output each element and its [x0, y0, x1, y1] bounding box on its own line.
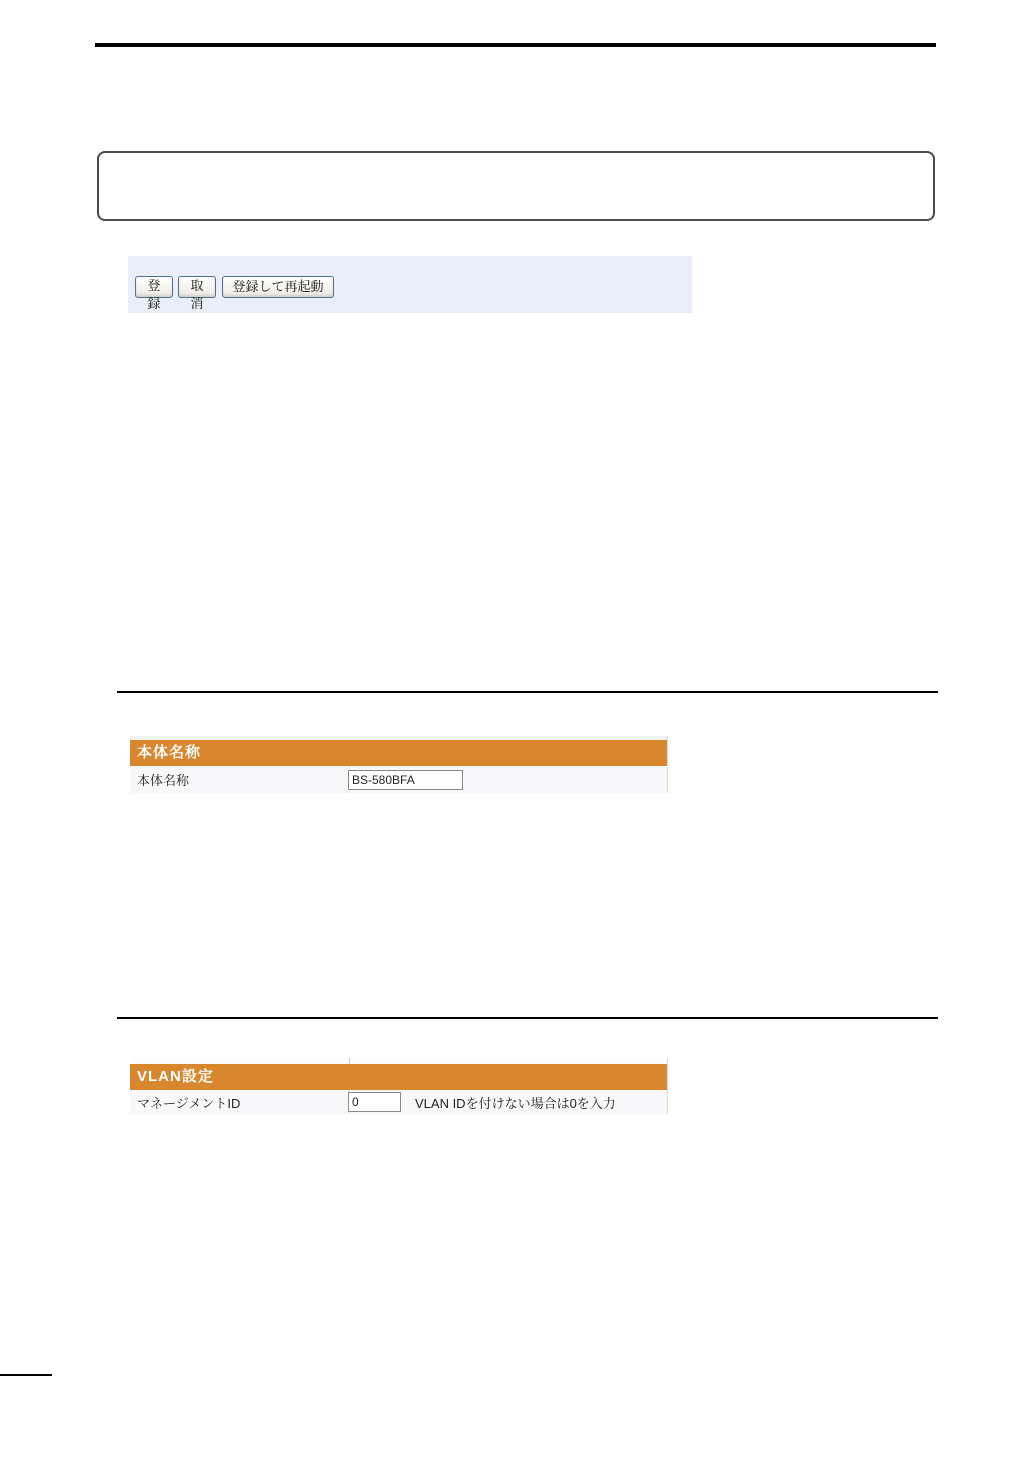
- vlan-id-hint-text: VLAN IDを付けない場合は0を入力: [415, 1095, 616, 1111]
- empty-callout-box: [97, 151, 935, 221]
- device-name-input[interactable]: [348, 770, 463, 790]
- vlan-settings-table-header: VLAN設定: [130, 1064, 667, 1090]
- cancel-button[interactable]: 取消: [178, 276, 216, 298]
- top-rule: [95, 43, 936, 47]
- register-button[interactable]: 登録: [135, 276, 173, 298]
- section-rule-1: [117, 691, 938, 693]
- device-name-row: [130, 766, 667, 793]
- management-id-row: [130, 1090, 667, 1114]
- section-rule-2: [117, 1017, 938, 1019]
- register-and-restart-button[interactable]: 登録して再起動: [222, 276, 334, 298]
- table-top-edge: [130, 1058, 667, 1064]
- footer-rule: [0, 1374, 52, 1376]
- management-id-label: マネージメントID: [137, 1095, 241, 1111]
- device-name-table-header: 本体名称: [130, 740, 667, 766]
- screenshot-button-panel: [128, 256, 692, 313]
- vlan-settings-table: [130, 1058, 668, 1114]
- management-id-input[interactable]: [348, 1092, 401, 1112]
- table-top-edge: [130, 736, 667, 740]
- column-divider: [349, 1058, 350, 1064]
- device-name-table: [130, 736, 668, 793]
- device-name-label: 本体名称: [137, 773, 190, 788]
